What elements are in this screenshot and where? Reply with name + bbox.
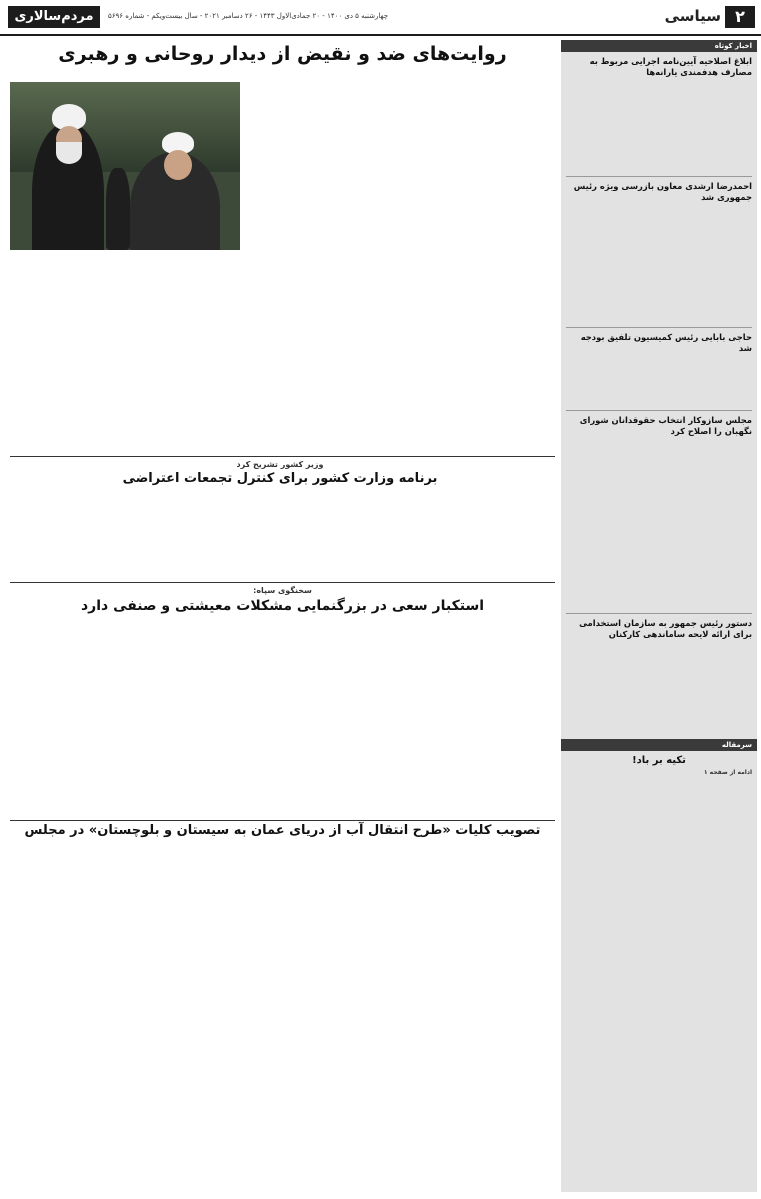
sidebar-header-short-news: اخبار کوتاه bbox=[561, 40, 757, 52]
lead-column bbox=[116, 256, 176, 452]
figure-background bbox=[106, 168, 130, 250]
lead-column bbox=[248, 256, 308, 452]
sidebar-item-body bbox=[566, 643, 752, 733]
lead-column bbox=[314, 80, 430, 452]
interior-kicker: وزیر کشور تشریح کرد bbox=[236, 460, 324, 469]
story-column bbox=[446, 460, 554, 578]
divider bbox=[10, 582, 555, 583]
sidebar bbox=[561, 40, 757, 1192]
paper-logo: مردم‌سالاری bbox=[8, 6, 100, 28]
interior-headline: برنامه وزارت کشور برای کنترل تجمعات اعتراضی bbox=[122, 471, 438, 486]
editorial-title: تکیه بر باد! bbox=[632, 755, 686, 766]
lead-column bbox=[182, 256, 242, 452]
sidebar-item-title: مجلس سازوکار انتخاب حقوقدانان شورای نگهبان را اصلاح کرد bbox=[579, 415, 752, 436]
sidebar-item-title: ابلاغ اصلاحیه آیین‌نامه اجرایی مربوط به مصارف هدفمندی یارانه‌ها bbox=[589, 56, 752, 77]
editorial-continuation: ادامه از صفحه ۱ bbox=[703, 769, 752, 776]
story-column bbox=[472, 846, 554, 1192]
sidebar-item-title: حاجی بابایی رئیس کمیسیون تلفیق بودجه شد bbox=[580, 332, 752, 353]
story-column bbox=[222, 620, 328, 816]
lead-column bbox=[436, 80, 554, 452]
water-headline: تصویب کلیات «طرح انتقال آب از دریای عمان به سیستان و بلوچستان» در مجلس bbox=[24, 823, 541, 838]
story-column bbox=[120, 846, 202, 1192]
masthead bbox=[0, 0, 761, 36]
lead-headline: روایت‌های ضد و نقیض از دیدار روحانی و رهبری bbox=[58, 43, 507, 65]
sidebar-item-title: دستور رئیس جمهور به سازمان استخدامی برای ارائه لایحه ساماندهی کارکنان bbox=[579, 618, 752, 639]
divider bbox=[10, 456, 555, 457]
divider bbox=[10, 820, 555, 821]
divider bbox=[566, 176, 752, 177]
divider bbox=[566, 410, 752, 411]
sidebar-item-body bbox=[566, 206, 752, 324]
spokesman-headline: استکبار سعی در بزرگنمایی مشکلات معیشتی و صنفی دارد bbox=[80, 598, 485, 614]
beard-left bbox=[56, 142, 82, 164]
editorial-body bbox=[566, 778, 752, 1108]
story-column bbox=[120, 492, 228, 578]
story-column bbox=[384, 846, 466, 1192]
story-column bbox=[208, 846, 290, 1192]
story-column bbox=[10, 460, 114, 578]
story-column bbox=[334, 620, 440, 816]
story-column bbox=[234, 492, 342, 578]
story-column bbox=[446, 620, 554, 816]
divider bbox=[566, 613, 752, 614]
divider bbox=[566, 327, 752, 328]
sidebar-item-title: احمدرضا ارشدی معاون بازرسی ویژه رئیس جمهوری شد bbox=[573, 181, 752, 202]
lead-column bbox=[10, 256, 110, 452]
story-column bbox=[296, 846, 378, 1192]
lead-column bbox=[248, 80, 308, 252]
story-column bbox=[10, 620, 110, 816]
spokesman-kicker: سخنگوی سپاه: bbox=[253, 586, 312, 595]
dateline: چهارشنبه ۵ دی ۱۴۰۰ - ۲۰ جمادی‌الاول ۱۴۴۳ - ۲۶ دسامبر ۲۰۲۱ - سال بیست‌ویکم - شماره ۵۶۹۶ bbox=[108, 12, 389, 20]
sidebar-item-body bbox=[566, 440, 752, 610]
story-column bbox=[348, 492, 440, 578]
sidebar-header-editorial: سرمقاله bbox=[561, 739, 757, 751]
story-column bbox=[10, 846, 114, 1192]
sidebar-item-body bbox=[566, 81, 752, 173]
face-right bbox=[164, 150, 192, 180]
story-column bbox=[116, 620, 216, 816]
sidebar-item-body bbox=[566, 357, 752, 407]
page-number: ۲ bbox=[725, 6, 755, 28]
section-name: سیاسی bbox=[664, 7, 721, 25]
lead-photo bbox=[10, 82, 240, 250]
